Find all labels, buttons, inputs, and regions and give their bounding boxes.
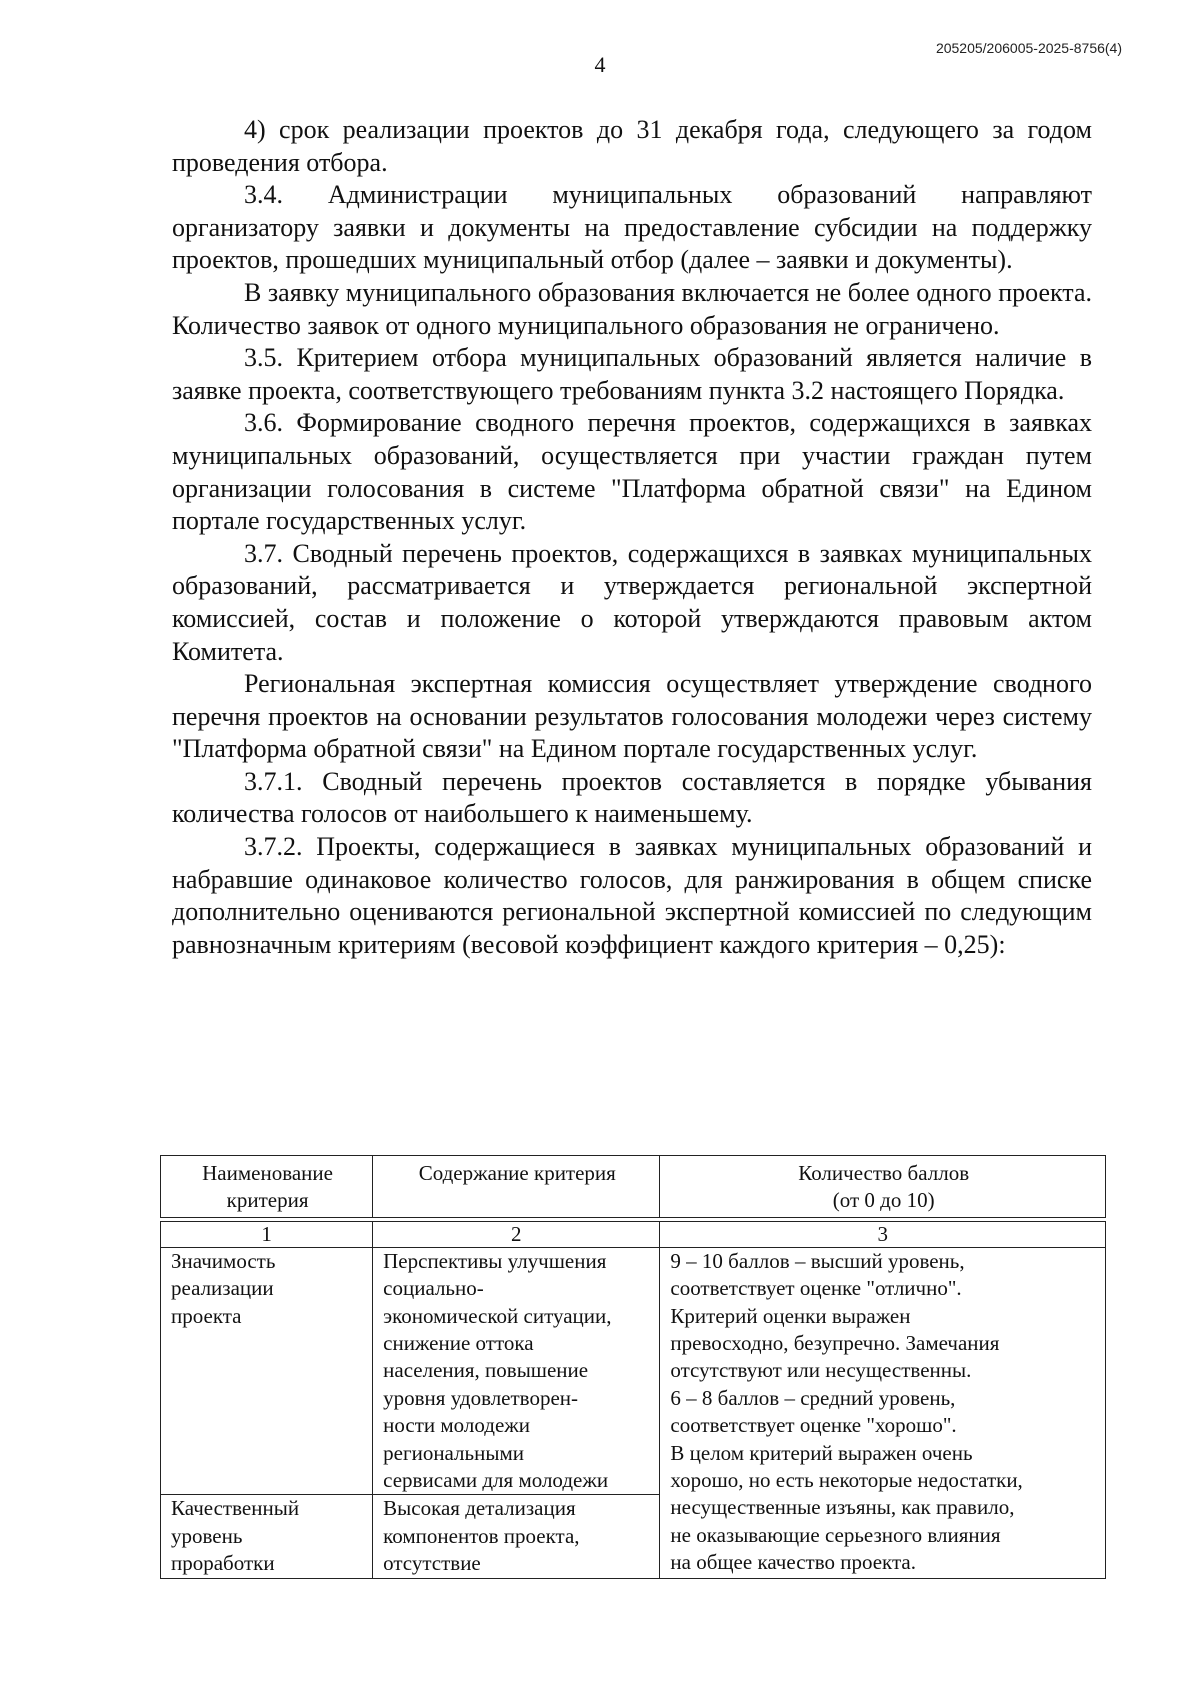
criteria-table [160, 1155, 1106, 1579]
cell-line: реализации [171, 1276, 274, 1301]
cell-line: отсутствуют или несущественны. [670, 1358, 972, 1383]
header-text: критерия [226, 1188, 309, 1213]
cell-line: 9 – 10 баллов – высший уровень, [670, 1248, 965, 1273]
cell-line: Критерий оценки выражен [670, 1303, 911, 1328]
column-number-row [161, 1221, 1106, 1247]
cell-line: Высокая детализация [383, 1496, 576, 1521]
cell-line: социально- [383, 1276, 484, 1301]
cell-line: компонентов проекта, [383, 1523, 580, 1548]
cell-line: хорошо, но есть некоторые недостатки, [670, 1468, 1023, 1493]
cell-line: уровня удовлетворен- [383, 1385, 579, 1410]
criterion-name-cell [161, 1247, 373, 1495]
paragraph-commission: Региональная экспертная комиссия осуществляет утверждение сводного перечня проектов на основании результатов голосования молодежи через систему "Платформа обратной связи" на Едином портале государственных услуг. [172, 669, 1092, 764]
cell-line: соответствует оценке "отлично". [670, 1276, 962, 1301]
cell-line: ности молодежи [383, 1413, 531, 1438]
header-text: Количество баллов [798, 1161, 970, 1185]
document-body [172, 114, 1092, 961]
cell-line: на общее качество проекта. [670, 1550, 916, 1575]
header-text: (от 0 до 10) [832, 1188, 935, 1213]
cell-line: соответствует оценке "хорошо". [670, 1413, 957, 1438]
cell-line: В целом критерий выражен очень [670, 1440, 973, 1465]
paragraph-application-limit: В заявку муниципального образования включается не более одного проекта. Количество заявок от одного муниципального образования не ограничено. [172, 277, 1092, 340]
cell-line: населения, повышение [383, 1358, 589, 1383]
cell-line: Перспективы улучшения [383, 1248, 607, 1273]
header-criterion-name [161, 1156, 373, 1218]
paragraph-3-7: 3.7. Сводный перечень проектов, содержащихся в заявках муниципальных образований, рассматривается и утверждается региональной экспертной комиссией, состав и положение о которой утверждаются правовым актом Комитета. [172, 538, 1092, 666]
cell-line: отсутствие [383, 1551, 481, 1576]
cell-line: проработки [171, 1551, 275, 1576]
paragraph-3-6: 3.6. Формирование сводного перечня проектов, содержащихся в заявках муниципальных образований, осуществляется при участии граждан путем организации голосования в системе "Платформа обратной связи" на Едином портале государственных услуг. [172, 408, 1092, 536]
criterion-content-cell [373, 1495, 660, 1578]
column-number: 2 [373, 1221, 660, 1247]
page-number: 4 [594, 52, 606, 77]
criterion-content-cell [373, 1247, 660, 1495]
cell-line: снижение оттока [383, 1331, 534, 1356]
document-number: 205205/206005-2025-8756(4) [935, 40, 1122, 56]
score-description-cell [660, 1247, 1106, 1578]
cell-line: проекта [171, 1303, 242, 1328]
cell-line: не оказывающие серьезного влияния [670, 1522, 1001, 1547]
table-row [161, 1247, 1106, 1495]
cell-line: сервисами для молодежи [383, 1468, 609, 1493]
cell-line: превосходно, безупречно. Замечания [670, 1331, 1000, 1356]
header-text: Содержание критерия [418, 1161, 616, 1185]
cell-line: Значимость [171, 1248, 276, 1273]
column-number: 1 [161, 1221, 373, 1247]
cell-line: экономической ситуации, [383, 1303, 612, 1328]
paragraph-item-4: 4) срок реализации проектов до 31 декабря года, следующего за годом проведения отбора. [172, 115, 1092, 177]
paragraph-3-7-2: 3.7.2. Проекты, содержащиеся в заявках муниципальных образований и набравшие одинаковое количество голосов, для ранжирования в общем списке дополнительно оцениваются региональной экспертной комиссией по следующим равнозначным критериям (весовой коэффициент каждого критерия – 0,25): [172, 832, 1092, 959]
header-score [660, 1156, 1106, 1218]
header-text: Наименование [202, 1161, 333, 1185]
paragraph-3-7-1: 3.7.1. Сводный перечень проектов составляется в порядке убывания количества голосов от наибольшего к наименьшему. [172, 766, 1092, 829]
cell-line: несущественные изъяны, как правило, [670, 1495, 1015, 1520]
cell-line: Качественный [171, 1496, 300, 1521]
header-criterion-content [373, 1156, 660, 1218]
column-number: 3 [660, 1221, 1106, 1247]
table-header-row [161, 1156, 1106, 1218]
cell-line: уровень [171, 1523, 243, 1548]
paragraph-3-5: 3.5. Критерием отбора муниципальных образований является наличие в заявке проекта, соответствующего требованиям пункта 3.2 настоящего Порядка. [172, 343, 1092, 405]
cell-line: 6 – 8 баллов – средний уровень, [670, 1385, 956, 1410]
paragraph-3-4: 3.4. Администрации муниципальных образований направляют организатору заявки и документы на предоставление субсидии на поддержку проектов, прошедших муниципальный отбор (далее – заявки и документы). [172, 180, 1092, 275]
criterion-name-cell [161, 1495, 373, 1578]
cell-line: региональными [383, 1440, 524, 1465]
